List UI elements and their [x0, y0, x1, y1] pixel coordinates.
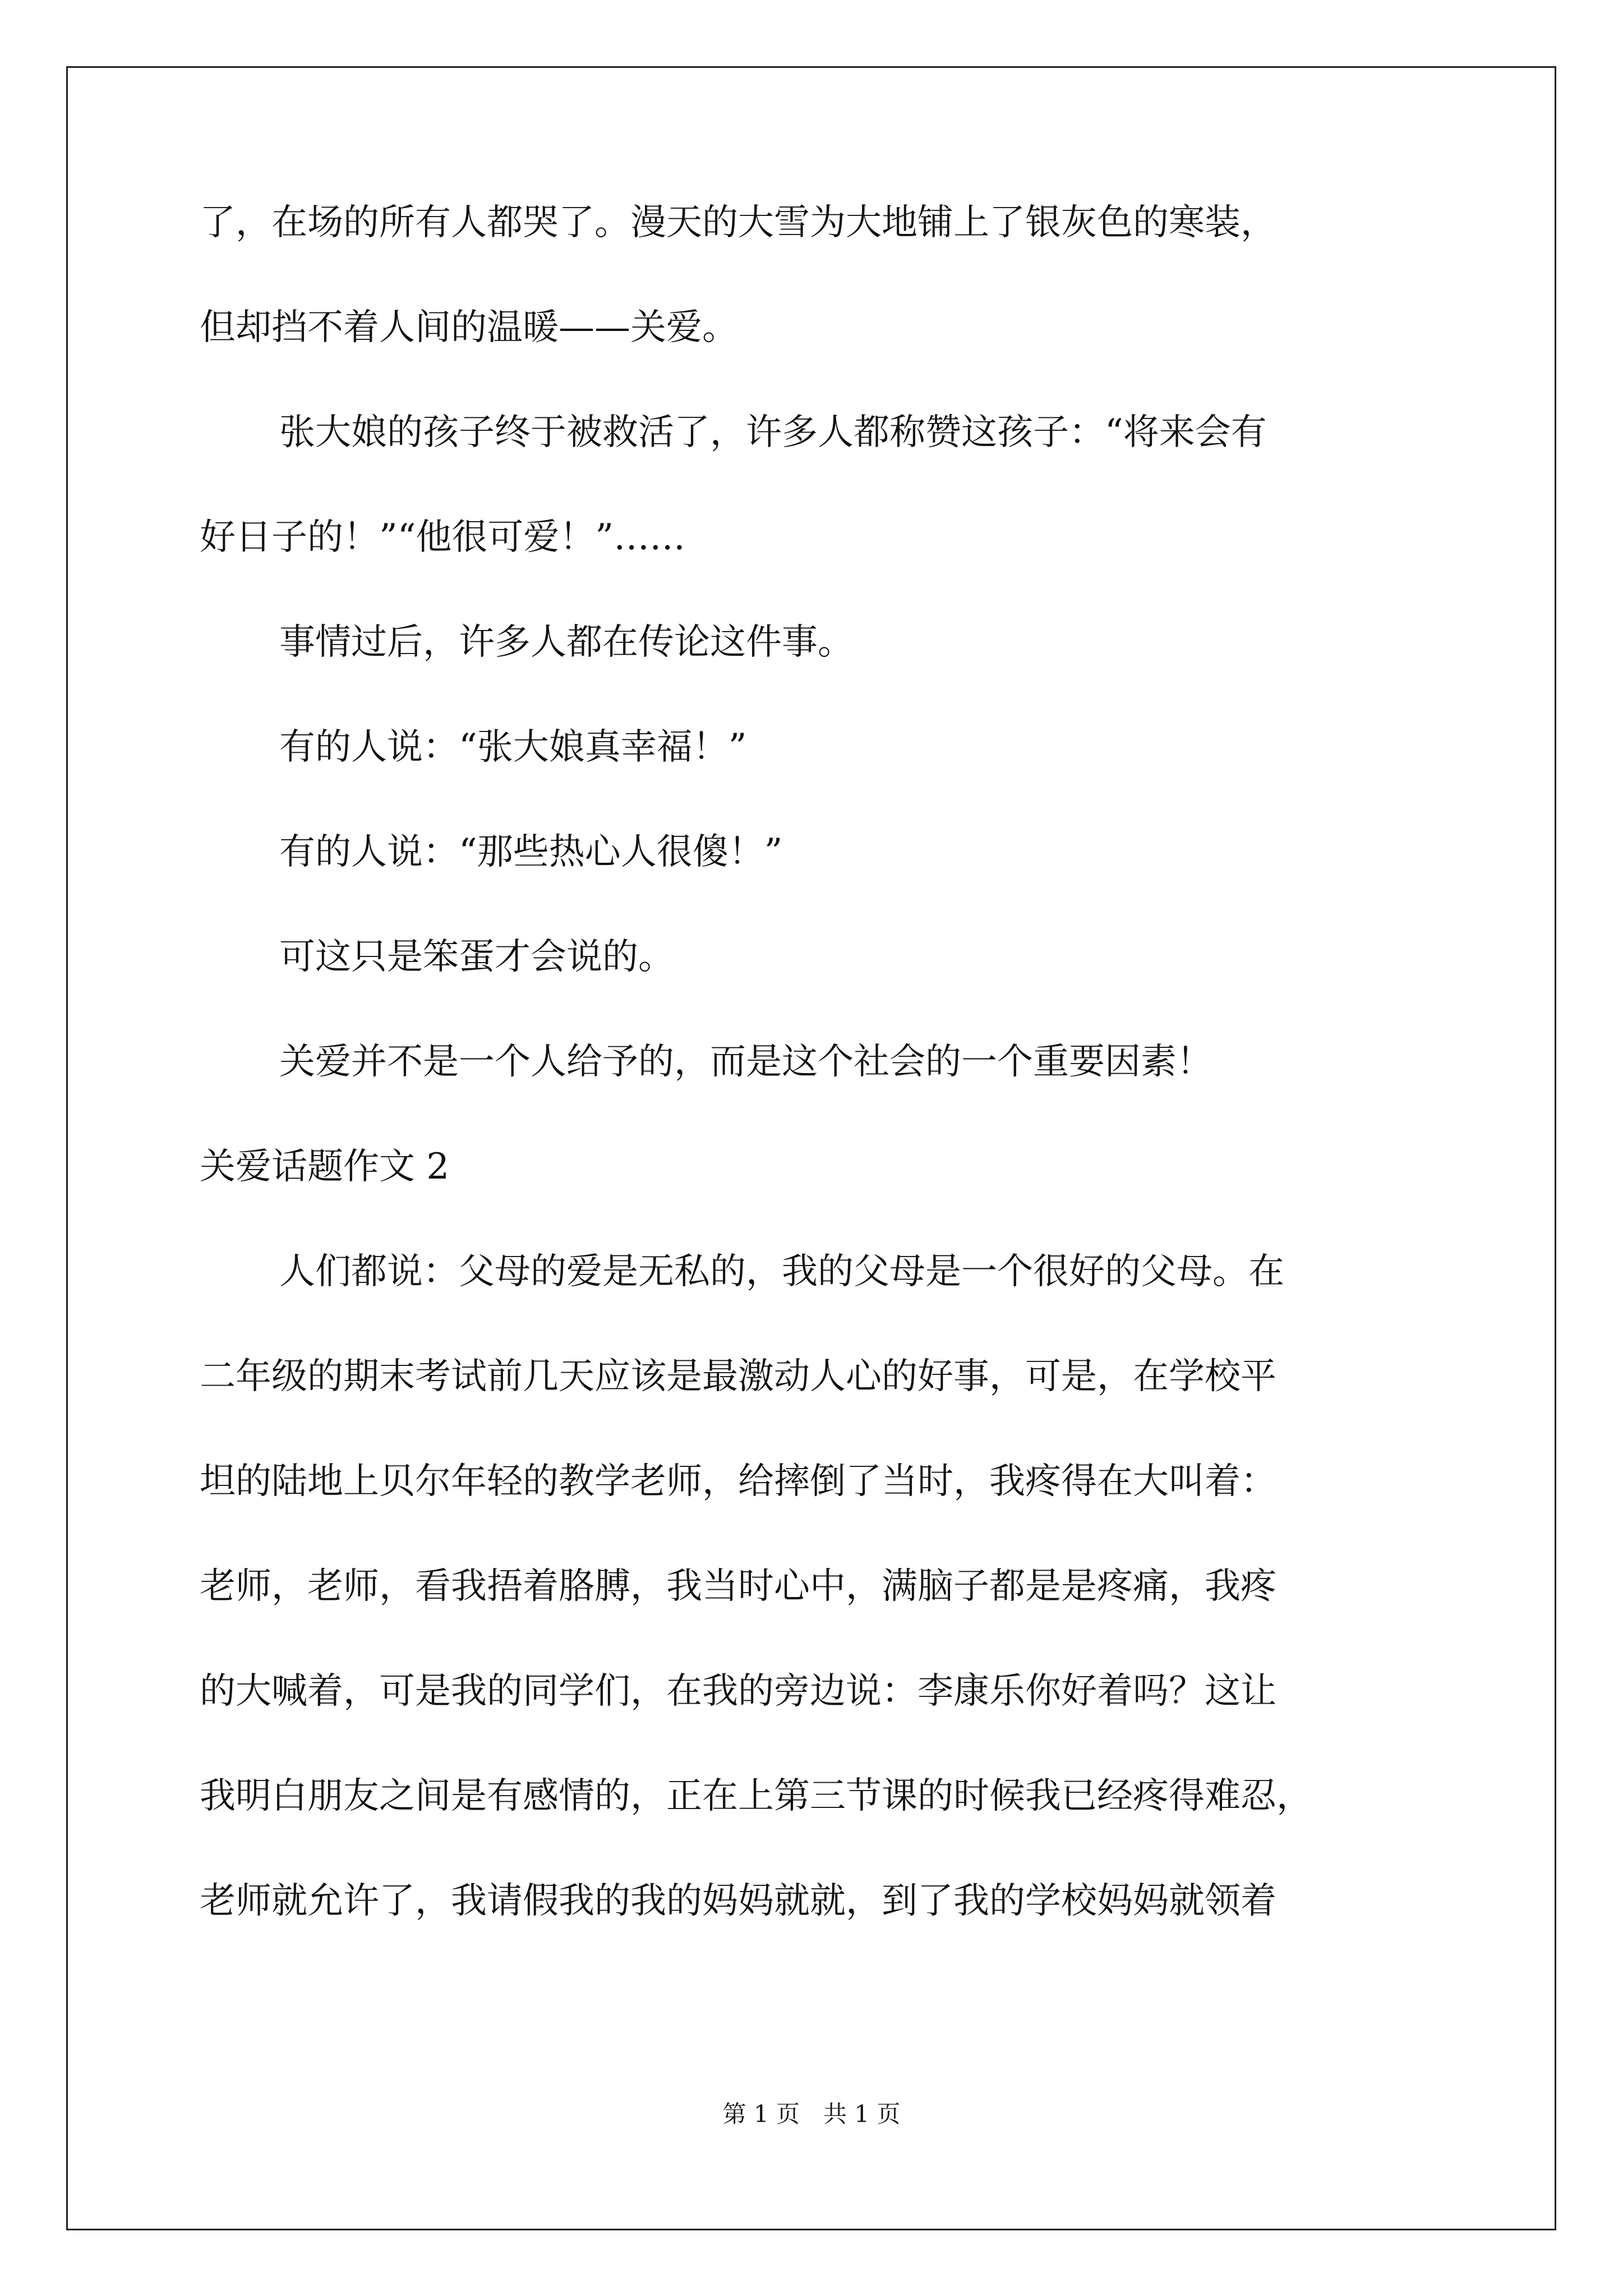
text-line: 关爱并不是一个人给予的，而是这个社会的一个重要因素！ [279, 1041, 1212, 1083]
text-line: 人们都说：父母的爱是无私的，我的父母是一个很好的父母。在 [279, 1251, 1284, 1292]
text-line: 有的人说：“张大娘真幸福！” [279, 726, 747, 768]
text-line: 事情过后，许多人都在传论这件事。 [279, 622, 854, 663]
text-line: 好日子的！”“他很可爱！”…… [200, 517, 686, 558]
page-footer: 第 1 页 共 1 页 [722, 2100, 901, 2128]
text-line: 老师，老师，看我捂着胳膊，我当时心中，满脑子都是是疼痛，我疼 [200, 1566, 1276, 1607]
text-line: 了，在场的所有人都哭了。漫天的大雪为大地铺上了银灰色的寒装， [200, 202, 1276, 243]
text-line: 二年级的期末考试前几天应该是最激动人心的好事，可是，在学校平 [200, 1356, 1276, 1397]
text-line: 我明白朋友之间是有感情的，正在上第三节课的时候我已经疼得难忍， [200, 1775, 1312, 1817]
text-line: 张大娘的孩子终于被救活了，许多人都称赞这孩子：“将来会有 [279, 412, 1267, 453]
text-line: 有的人说：“那些热心人很傻！” [279, 831, 783, 873]
text-line: 坦的陆地上贝尔年轻的教学老师，给摔倒了当时，我疼得在大叫着： [200, 1461, 1276, 1502]
text-line: 的大喊着，可是我的同学们，在我的旁边说：李康乐你好着吗？这让 [200, 1671, 1276, 1712]
text-line: 老师就允许了，我请假我的我的妈妈就就，到了我的学校妈妈就领着 [200, 1880, 1276, 1922]
text-line: 但却挡不着人间的温暖——关爱。 [200, 307, 738, 348]
section-heading: 关爱话题作文 2 [200, 1146, 450, 1188]
text-line: 可这只是笨蛋才会说的。 [279, 936, 674, 978]
